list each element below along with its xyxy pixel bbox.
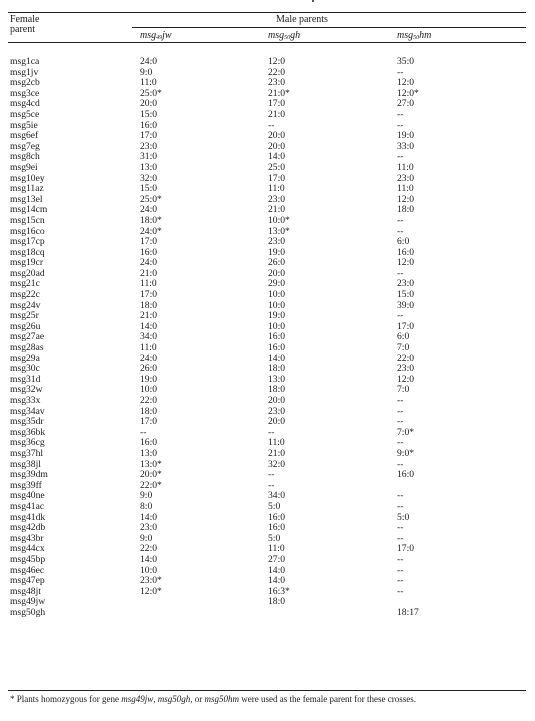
msg50hm-cell: -- (397, 66, 404, 78)
msg50gh-cell: 14:0 (268, 151, 286, 163)
msg49jw-cell: 25:0* (140, 193, 162, 205)
female-parent-cell: msg2cb (10, 77, 40, 89)
msg50gh-cell: 21:0 (268, 108, 286, 120)
msg50gh-cell: 12:0 (268, 56, 286, 67)
msg50gh-cell: -- (268, 479, 275, 491)
female-parent-cell: msg31d (10, 373, 41, 385)
table-row (0, 608, 535, 619)
msg50gh-cell: 13:0* (268, 225, 290, 237)
table-row (0, 57, 535, 68)
msg50gh-cell: 18:0 (268, 363, 286, 375)
female-parent-cell: msg28as (10, 342, 44, 354)
female-parent-cell: msg19cr (10, 257, 44, 269)
female-parent-cell: msg16co (10, 225, 45, 237)
col-header-msg50hm: msg50hm (397, 30, 432, 41)
table-row (0, 449, 535, 460)
msg49jw-cell: 18:0 (140, 405, 158, 417)
msg50gh-cell: -- (268, 119, 275, 131)
table-body (0, 57, 535, 618)
female-parent-cell: msg30c (10, 363, 40, 375)
msg49jw-cell: 19:0 (140, 373, 158, 385)
msg50hm-cell: -- (397, 522, 404, 534)
msg49jw-cell: 24:0 (140, 204, 158, 216)
table-row (0, 396, 535, 407)
col-header-msg49jw: msg49jw (140, 30, 172, 41)
table-row (0, 216, 535, 227)
female-parent-cell: msg15cn (10, 214, 45, 226)
female-parent-cell: msg1jv (10, 66, 39, 78)
msg49jw-cell: 12:0* (140, 585, 162, 597)
msg50hm-cell: -- (397, 310, 404, 322)
female-parent-cell: msg27ae (10, 331, 45, 343)
msg50hm-cell: 12:0 (397, 257, 415, 269)
msg50hm-cell: 22:0 (397, 352, 415, 364)
table-row (0, 502, 535, 513)
msg50hm-cell: 33:0 (397, 140, 415, 152)
msg50gh-cell: 20:0 (268, 267, 286, 279)
msg50gh-cell: 11:0 (268, 543, 285, 555)
msg50gh-cell: 23:0 (268, 193, 286, 205)
msg50hm-cell: -- (397, 585, 404, 597)
msg50gh-cell: 18:0 (268, 596, 286, 608)
msg50hm-cell: 7:0 (397, 342, 410, 354)
msg50gh-cell: 23:0 (268, 236, 286, 248)
msg49jw-cell: 14:0 (140, 511, 158, 523)
female-parent-cell: msg9ei (10, 161, 38, 173)
msg50hm-cell: 12:0 (397, 373, 415, 385)
msg50hm-cell: 19:0 (397, 130, 415, 142)
msg50gh-cell: 29:0 (268, 278, 286, 290)
msg50gh-cell: 14:0 (268, 564, 286, 576)
msg50hm-cell: 15:0 (397, 289, 415, 301)
female-parent-cell: msg46ec (10, 564, 45, 576)
female-parent-cell: msg8ch (10, 151, 40, 163)
msg50gh-cell: 20:0 (268, 395, 286, 406)
msg50hm-cell: 35:0 (397, 56, 415, 67)
msg50hm-cell: 18:17 (397, 606, 419, 618)
female-header-line2: parent (10, 24, 35, 35)
female-parent-cell: msg21c (10, 278, 40, 290)
msg49jw-cell: 22:0 (140, 543, 158, 555)
msg50hm-cell: 17:0 (397, 543, 415, 555)
top-mark (312, 0, 314, 2)
msg50gh-cell: 16:3* (268, 585, 290, 597)
msg49jw-cell: 26:0 (140, 363, 158, 375)
msg50gh-cell: 34:0 (268, 490, 286, 502)
female-parent-cell: msg5ie (10, 119, 38, 131)
msg50gh-cell: 16:0 (268, 331, 286, 343)
msg49jw-cell: 16:0 (140, 119, 158, 131)
msg49jw-cell: 18:0 (140, 299, 158, 311)
msg50gh-cell: 19:0 (268, 246, 286, 258)
msg50hm-cell: 23:0 (397, 363, 415, 375)
msg49jw-cell: 34:0 (140, 331, 158, 343)
female-parent-cell: msg7eg (10, 140, 40, 152)
female-parent-cell: msg45bp (10, 553, 46, 565)
msg50hm-cell: 6:0 (397, 331, 410, 343)
msg50hm-cell: 11:0 (397, 161, 414, 173)
female-parent-cell: msg20ad (10, 267, 45, 279)
msg50hm-cell: 12:0* (397, 87, 419, 99)
msg50gh-cell: 21:0* (268, 87, 290, 99)
msg50hm-cell: -- (397, 416, 404, 428)
msg50hm-cell: -- (397, 108, 404, 120)
msg49jw-cell: 18:0* (140, 214, 162, 226)
msg50gh-cell: 22:0 (268, 66, 286, 78)
msg49jw-cell: 24:0 (140, 257, 158, 269)
msg49jw-cell: -- (140, 426, 147, 438)
msg50hm-cell: -- (397, 151, 404, 163)
msg49jw-cell: 20:0 (140, 98, 158, 110)
female-parent-cell: msg13el (10, 193, 43, 205)
msg50hm-cell: -- (397, 395, 404, 406)
msg50gh-cell: -- (268, 469, 275, 481)
msg49jw-cell: 16:0 (140, 437, 158, 449)
msg50gh-cell: 10:0 (268, 320, 286, 332)
msg49jw-cell: 11:0 (140, 77, 157, 89)
female-parent-cell: msg34av (10, 405, 45, 417)
female-parent-cell: msg22c (10, 289, 40, 301)
msg49jw-cell: 23:0 (140, 522, 158, 534)
female-parent-cell: msg3ce (10, 87, 40, 99)
msg50hm-cell: 23:0 (397, 278, 415, 290)
msg50hm-cell: 16:0 (397, 246, 415, 258)
msg49jw-cell: 24:0* (140, 225, 162, 237)
msg49jw-cell: 17:0 (140, 289, 158, 301)
female-parent-cell: msg26u (10, 320, 41, 332)
msg49jw-cell: 32:0 (140, 172, 158, 184)
msg50gh-cell: 21:0 (268, 204, 286, 216)
msg50hm-cell: 39:0 (397, 299, 415, 311)
table-row (0, 597, 535, 608)
msg50hm-cell: -- (397, 214, 404, 226)
msg49jw-cell: 21:0 (140, 267, 158, 279)
msg49jw-cell: 9:0 (140, 66, 153, 78)
msg49jw-cell: 9:0 (140, 532, 153, 544)
msg50gh-cell: 21:0 (268, 447, 286, 459)
msg50gh-cell: 27:0 (268, 553, 286, 565)
msg50hm-cell: 11:0 (397, 183, 414, 195)
msg50gh-cell: 23:0 (268, 77, 286, 89)
msg49jw-cell: 22:0 (140, 395, 158, 406)
msg49jw-cell: 13:0 (140, 161, 158, 173)
footnote: * Plants homozygous for gene msg49jw, msg50gh, or msg50hm were used as the female parent for these crosses. (10, 694, 416, 704)
msg50hm-cell: 27:0 (397, 98, 415, 110)
female-parent-cell: msg43br (10, 532, 44, 544)
msg50hm-cell: 17:0 (397, 320, 415, 332)
msg50hm-cell: -- (397, 405, 404, 417)
female-parent-cell: msg48jt (10, 585, 41, 597)
msg50hm-cell: 23:0 (397, 172, 415, 184)
msg50hm-cell: -- (397, 575, 404, 587)
msg50gh-cell: 11:0 (268, 437, 285, 449)
female-parent-cell: msg6ef (10, 130, 39, 142)
female-parent-cell: msg11az (10, 183, 44, 195)
female-parent-cell: msg49jw (10, 596, 46, 608)
msg50gh-cell: 10:0 (268, 299, 286, 311)
msg49jw-cell: 23:0* (140, 575, 162, 587)
female-parent-cell: msg24v (10, 299, 41, 311)
msg49jw-cell: 17:0 (140, 416, 158, 428)
msg49jw-cell: 13:0* (140, 458, 162, 470)
msg49jw-cell: 8:0 (140, 500, 153, 512)
msg50gh-cell: 11:0 (268, 183, 285, 195)
female-parent-cell: msg33x (10, 395, 41, 406)
msg50gh-cell: 17:0 (268, 172, 286, 184)
female-parent-cell: msg41dk (10, 511, 46, 523)
msg50hm-cell: 9:0* (397, 447, 415, 459)
msg49jw-cell: 31:0 (140, 151, 158, 163)
female-parent-cell: msg25r (10, 310, 39, 322)
msg49jw-cell: 25:0* (140, 87, 162, 99)
female-parent-cell: msg40ne (10, 490, 45, 502)
msg50gh-cell: 5:0 (268, 500, 281, 512)
female-header-line1: Female (10, 14, 40, 25)
female-parent-cell: msg4cd (10, 98, 40, 110)
male-parents-rule (132, 27, 526, 28)
msg49jw-cell: 21:0 (140, 310, 158, 322)
msg50gh-cell: 14:0 (268, 352, 286, 364)
female-parent-cell: msg5ce (10, 108, 40, 120)
msg49jw-cell: 9:0 (140, 490, 153, 502)
female-parent-cell: msg38jl (10, 458, 41, 470)
msg50gh-cell: 16:0 (268, 342, 286, 354)
msg49jw-cell: 17:0 (140, 236, 158, 248)
msg50gh-cell: 13:0 (268, 373, 286, 385)
header-bottom-rule (8, 42, 526, 43)
msg50gh-cell: 20:0 (268, 130, 286, 142)
msg50hm-cell: -- (397, 119, 404, 131)
msg50gh-cell: 5:0 (268, 532, 281, 544)
msg50hm-cell: -- (397, 564, 404, 576)
msg50gh-cell: 16:0 (268, 522, 286, 534)
msg50gh-cell: 10:0 (268, 289, 286, 301)
msg50gh-cell: 16:0 (268, 511, 286, 523)
msg50gh-cell: 19:0 (268, 310, 286, 322)
msg50hm-cell: -- (397, 437, 404, 449)
msg50hm-cell: 12:0 (397, 193, 415, 205)
female-parent-cell: msg32w (10, 384, 43, 396)
female-parent-cell: msg29a (10, 352, 40, 364)
msg49jw-cell: 17:0 (140, 130, 158, 142)
msg50hm-cell: 7:0 (397, 384, 410, 396)
female-parent-cell: msg17cp (10, 236, 45, 248)
msg50gh-cell: 25:0 (268, 161, 286, 173)
msg49jw-cell: 10:0 (140, 384, 158, 396)
female-parent-header (10, 15, 39, 35)
msg49jw-cell: 22:0* (140, 479, 162, 491)
female-parent-cell: msg36cg (10, 437, 45, 449)
female-parent-cell: msg18cq (10, 246, 45, 258)
female-parent-cell: msg47ep (10, 575, 45, 587)
msg49jw-cell: 10:0 (140, 564, 158, 576)
female-parent-cell: msg44cx (10, 543, 45, 555)
msg49jw-cell: 14:0 (140, 320, 158, 332)
female-parent-cell: msg39dm (10, 469, 48, 481)
msg49jw-cell: 11:0 (140, 278, 157, 290)
male-parents-header: Male parents (276, 14, 328, 25)
table-bottom-rule (8, 690, 526, 691)
msg49jw-cell: 23:0 (140, 140, 158, 152)
msg50gh-cell: 10:0* (268, 214, 290, 226)
table-row (0, 163, 535, 174)
msg49jw-cell: 24:0 (140, 352, 158, 364)
female-parent-cell: msg41ac (10, 500, 45, 512)
msg50gh-cell: 32:0 (268, 458, 286, 470)
msg50hm-cell: -- (397, 267, 404, 279)
female-parent-cell: msg1ca (10, 56, 40, 67)
msg49jw-cell: 14:0 (140, 553, 158, 565)
table-row (0, 110, 535, 121)
female-parent-cell: msg39ff (10, 479, 42, 491)
table-row (0, 555, 535, 566)
msg50gh-cell: 23:0 (268, 405, 286, 417)
msg50gh-cell: 17:0 (268, 98, 286, 110)
msg49jw-cell: 13:0 (140, 447, 158, 459)
msg50gh-cell: 20:0 (268, 140, 286, 152)
msg50hm-cell: -- (397, 500, 404, 512)
female-parent-cell: msg50gh (10, 606, 46, 618)
msg50hm-cell: -- (397, 225, 404, 237)
table-top-rule (8, 12, 526, 13)
msg50gh-cell: 26:0 (268, 257, 286, 269)
msg50hm-cell: 7:0* (397, 426, 415, 438)
msg50gh-cell: 18:0 (268, 384, 286, 396)
msg49jw-cell: 11:0 (140, 342, 157, 354)
female-parent-cell: msg10ey (10, 172, 45, 184)
msg50hm-cell: -- (397, 532, 404, 544)
msg49jw-cell: 15:0 (140, 108, 158, 120)
msg49jw-cell: 16:0 (140, 246, 158, 258)
msg50hm-cell: 12:0 (397, 77, 415, 89)
msg50hm-cell: 16:0 (397, 469, 415, 481)
msg50gh-cell: -- (268, 426, 275, 438)
msg50hm-cell: 6:0 (397, 236, 410, 248)
msg50gh-cell: 20:0 (268, 416, 286, 428)
msg50hm-cell: 18:0 (397, 204, 415, 216)
female-parent-cell: msg36bk (10, 426, 46, 438)
msg49jw-cell: 20:0* (140, 469, 162, 481)
female-parent-cell: msg37hl (10, 447, 44, 459)
female-parent-cell: msg35dr (10, 416, 44, 428)
msg50hm-cell: -- (397, 458, 404, 470)
msg50gh-cell: 14:0 (268, 575, 286, 587)
msg50hm-cell: 5:0 (397, 511, 410, 523)
col-header-msg50gh: msg50gh (268, 30, 301, 41)
msg49jw-cell: 15:0 (140, 183, 158, 195)
msg49jw-cell: 24:0 (140, 56, 158, 67)
msg50hm-cell: -- (397, 553, 404, 565)
female-parent-cell: msg42db (10, 522, 46, 534)
msg50hm-cell: -- (397, 490, 404, 502)
female-parent-cell: msg14cm (10, 204, 48, 216)
